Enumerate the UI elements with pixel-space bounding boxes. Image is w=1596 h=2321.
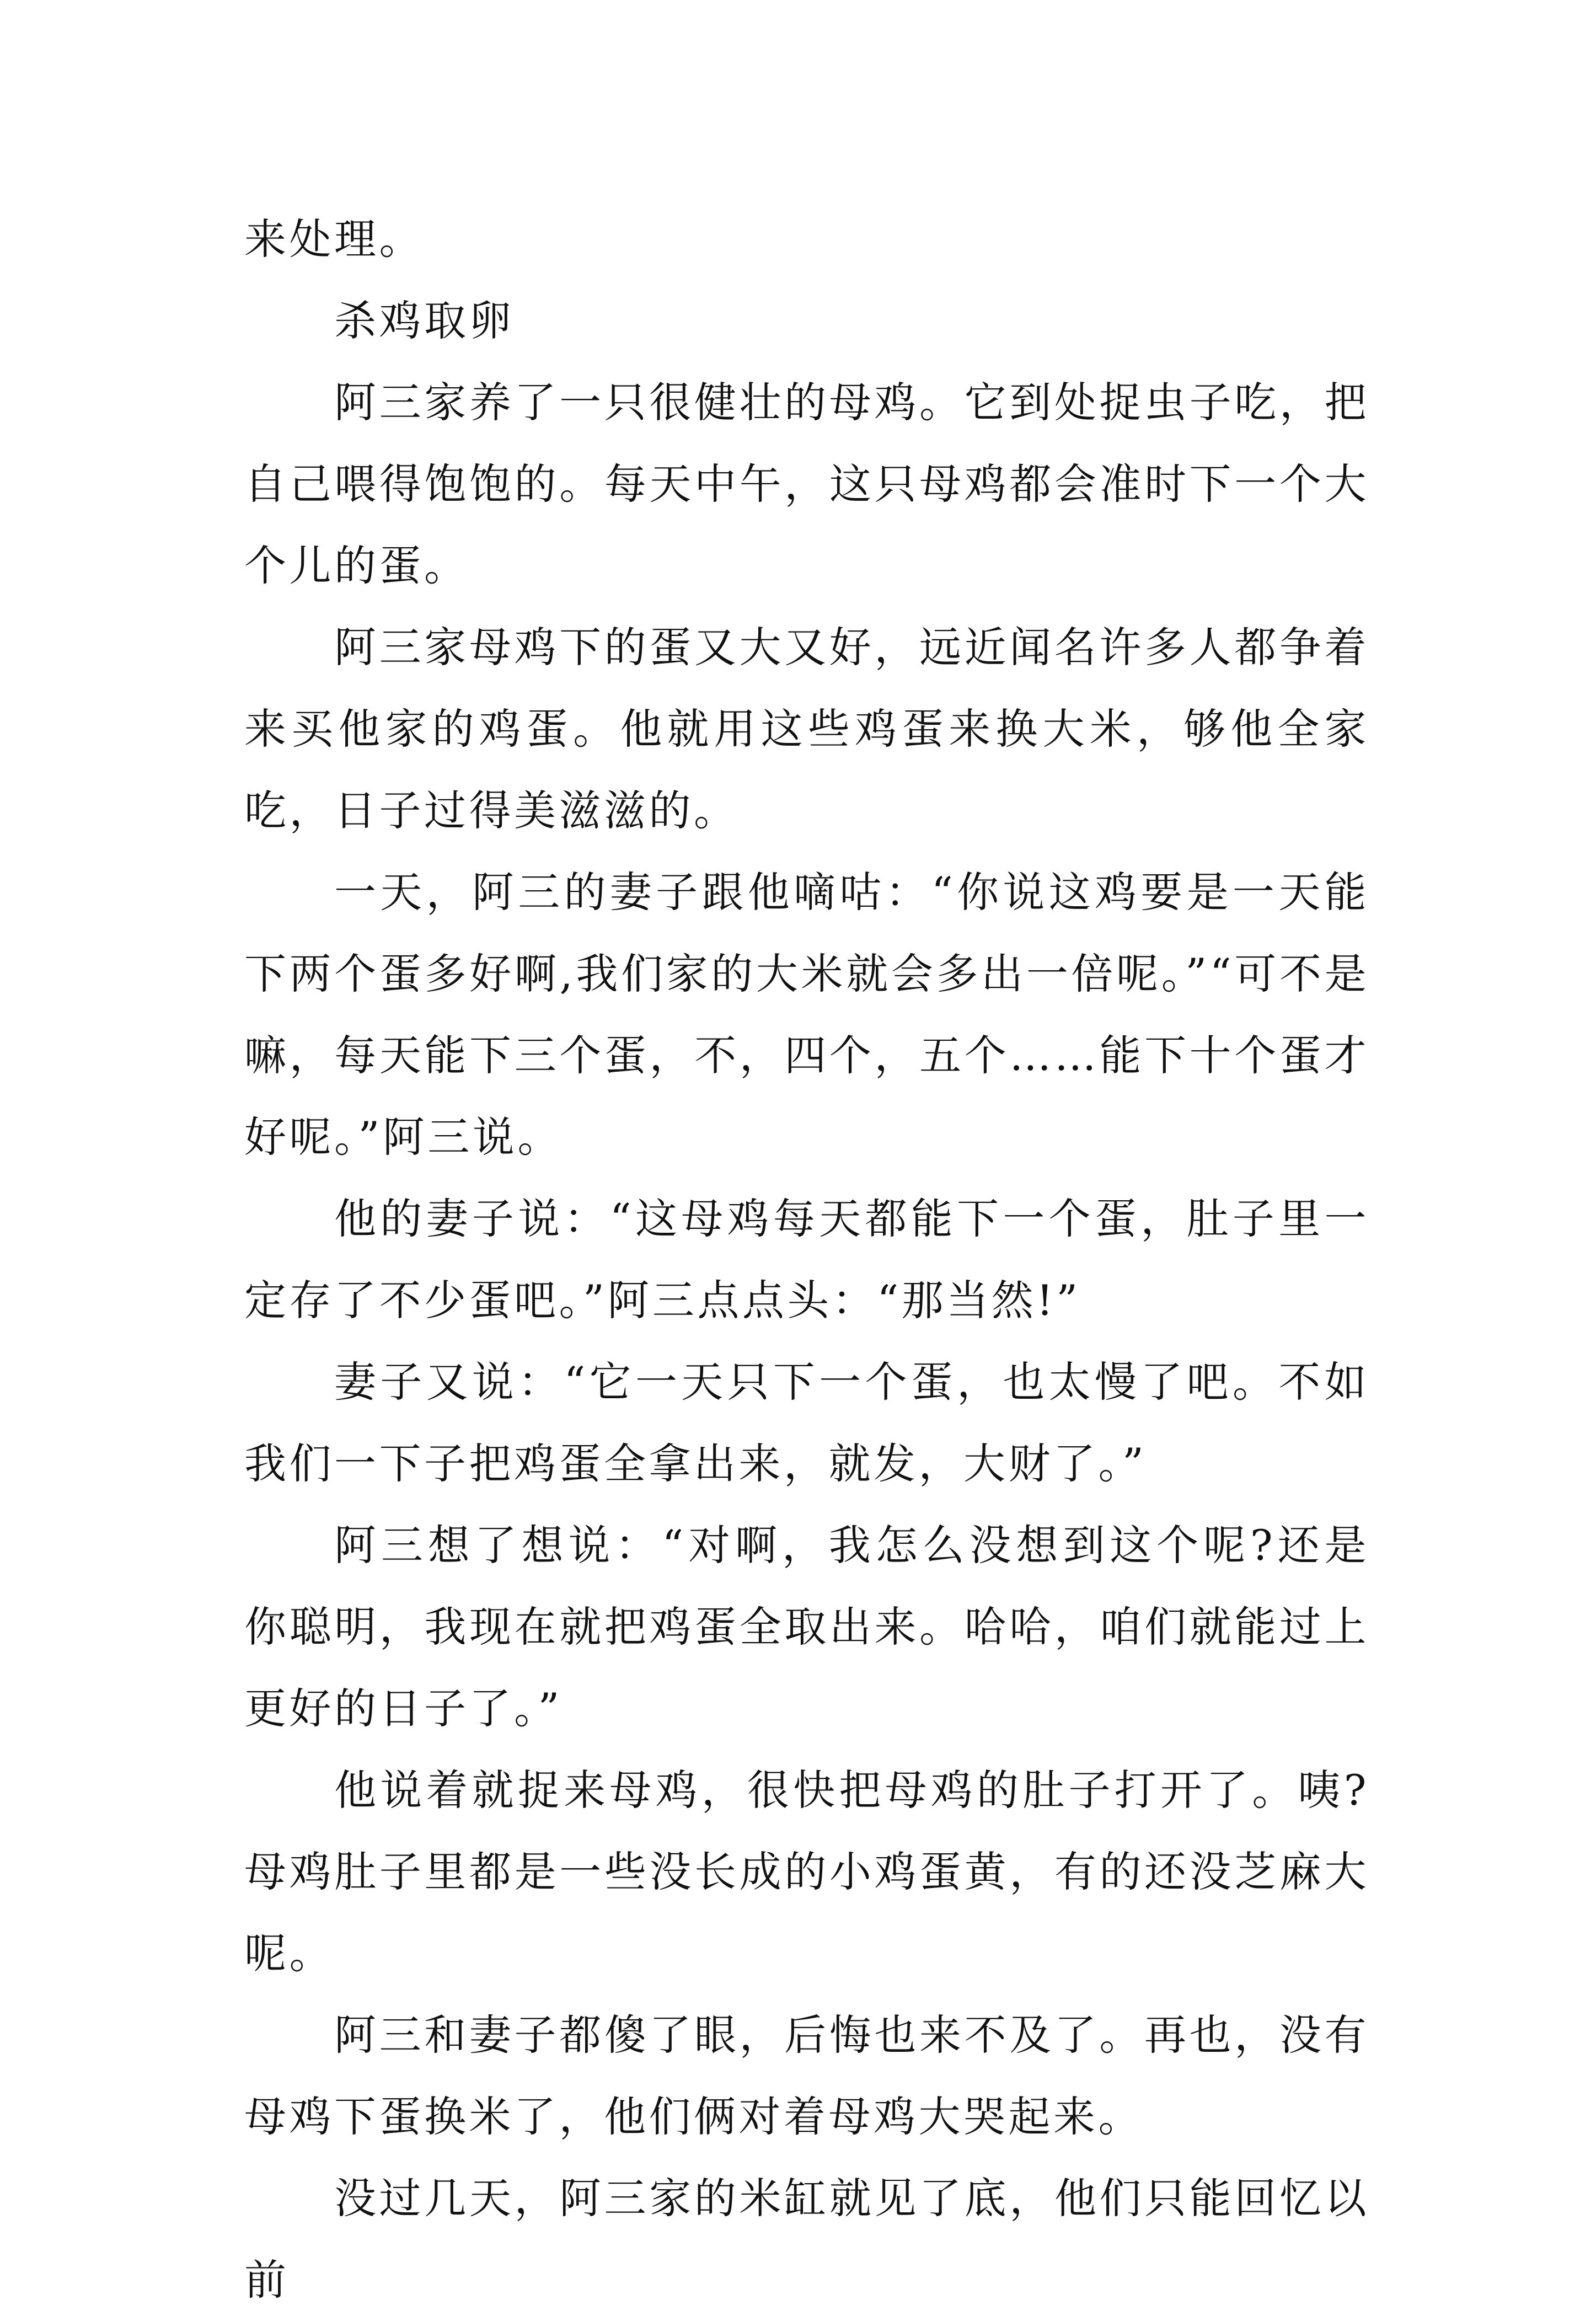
paragraph: 妻子又说：“它一天只下一个蛋，也太慢了吧。不如我们一下子把鸡蛋全拿出来，就发，大财了。” [244, 1357, 1369, 1488]
paragraph: 一天，阿三的妻子跟他嘀咕：“你说这鸡要是一天能下两个蛋多好啊,我们家的大米就会多出一倍呢。”“可不是嘛，每天能下三个蛋，不，四个，五个……能下十个蛋才好呢。”阿三说。 [244, 868, 1369, 1162]
paragraph: 他的妻子说：“这母鸡每天都能下一个蛋，肚子里一定存了不少蛋吧。”阿三点点头：“那当然!” [244, 1194, 1369, 1325]
paragraph: 阿三家养了一只很健壮的母鸡。它到处捉虫子吃，把自己喂得饱饱的。每天中午，这只母鸡都会准时下一个大个儿的蛋。 [244, 378, 1369, 590]
paragraph: 阿三和妻子都傻了眼，后悔也来不及了。再也，没有母鸡下蛋换米了，他们俩对着母鸡大哭起来。 [244, 2010, 1369, 2141]
paragraph-continuation: 来处理。 [244, 215, 424, 264]
story-title: 杀鸡取卵 [334, 296, 514, 345]
paragraph: 阿三想了想说：“对啊，我怎么没想到这个呢?还是你聪明，我现在就把鸡蛋全取出来。哈哈，咱们就能过上更好的日子了。” [244, 1521, 1369, 1733]
story-text [244, 199, 1369, 2321]
paragraph: 没过几天，阿三家的米缸就见了底，他们只能回忆以前 [244, 2174, 1369, 2304]
paragraph: 阿三家母鸡下的蛋又大又好，远近闻名许多人都争着来买他家的鸡蛋。他就用这些鸡蛋来换大米，够他全家吃，日子过得美滋滋的。 [244, 623, 1369, 835]
paragraph: 他说着就捉来母鸡，很快把母鸡的肚子打开了。咦?母鸡肚子里都是一些没长成的小鸡蛋黄，有的还没芝麻大呢。 [244, 1766, 1369, 1978]
